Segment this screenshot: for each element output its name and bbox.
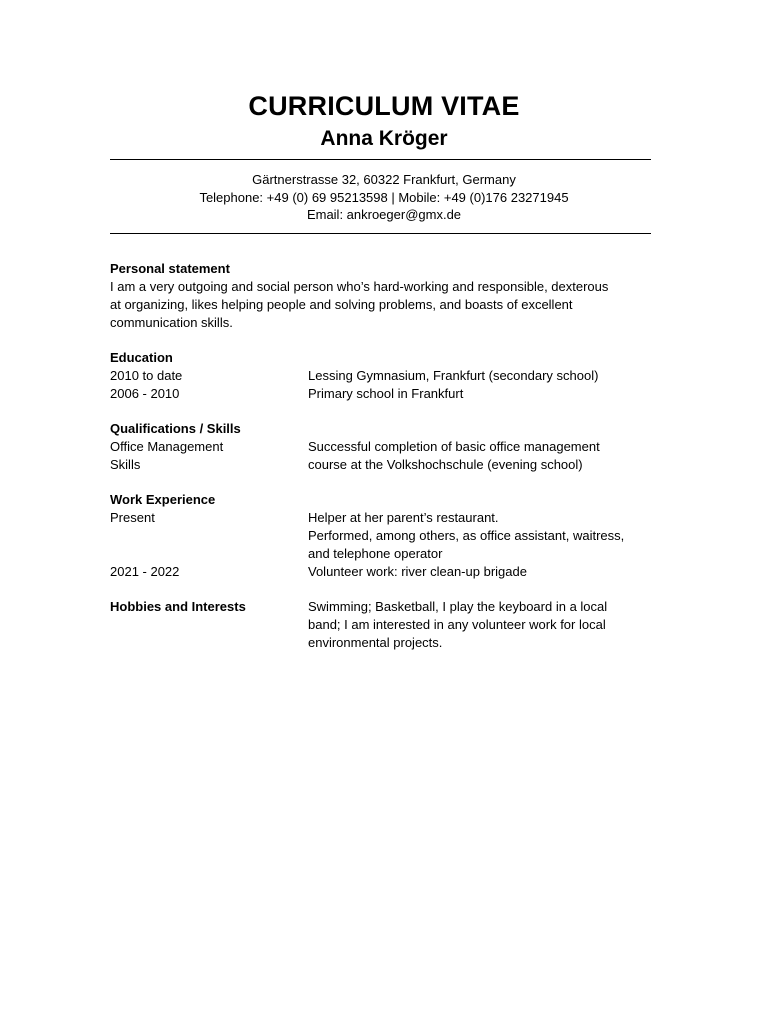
personal-statement-heading: Personal statement — [110, 261, 230, 276]
work-detail-line: Volunteer work: river clean-up brigade — [308, 564, 527, 579]
contact-email: Email: ankroeger@gmx.de — [306, 207, 462, 222]
personal-statement-text — [110, 278, 655, 332]
qualification-name-line: Skills — [110, 457, 141, 472]
education-period: 2006 - 2010 — [110, 386, 180, 401]
personal-statement-line: at organizing, likes helping people and solving problems, and boasts of excellent — [110, 297, 573, 312]
qualification-name — [110, 438, 308, 474]
work-detail-line: and telephone operator — [308, 546, 443, 561]
contact-address: Gärtnerstrasse 32, 60322 Frankfurt, Germany — [252, 172, 516, 187]
hobbies-row — [110, 598, 655, 652]
education-period: 2010 to date — [110, 368, 183, 383]
personal-statement-line: communication skills. — [110, 315, 233, 330]
qualifications-heading: Qualifications / Skills — [110, 421, 241, 436]
work-experience-section — [110, 491, 655, 581]
contact-telephone: Telephone: +49 (0) 69 95213598 | Mobile: +49 (0)176 23271945 — [199, 190, 569, 205]
education-row — [110, 385, 655, 403]
cv-body — [110, 260, 655, 669]
header-top-rule — [110, 159, 651, 160]
qualification-name-line: Office Management — [110, 439, 224, 454]
work-experience-row — [110, 509, 655, 563]
work-detail — [308, 563, 655, 581]
hobbies-heading: Hobbies and Interests — [110, 599, 246, 614]
personal-statement-line: I am a very outgoing and social person who’s hard-working and responsible, dexterous — [110, 279, 609, 294]
hobbies-detail — [308, 598, 655, 652]
work-period: 2021 - 2022 — [110, 564, 180, 579]
work-detail — [308, 509, 655, 563]
personal-statement-section — [110, 260, 655, 332]
work-experience-row — [110, 563, 655, 581]
education-heading: Education — [110, 350, 173, 365]
qualification-detail-line: course at the Volkshochschule (evening school) — [308, 457, 583, 472]
education-detail: Lessing Gymnasium, Frankfurt (secondary school) — [308, 368, 599, 383]
qualification-detail-line: Successful completion of basic office management — [308, 439, 600, 454]
education-section — [110, 349, 655, 403]
hobbies-line: Swimming; Basketball, I play the keyboard in a local — [308, 599, 608, 614]
education-detail: Primary school in Frankfurt — [308, 386, 464, 401]
qualification-detail — [308, 438, 655, 474]
header-bottom-rule — [110, 233, 651, 234]
work-detail-line: Helper at her parent’s restaurant. — [308, 510, 499, 525]
hobbies-line: band; I am interested in any volunteer work for local — [308, 617, 606, 632]
education-row — [110, 367, 655, 385]
hobbies-section — [110, 598, 655, 652]
qualifications-section — [110, 420, 655, 474]
document-title: CURRICULUM VITAE — [248, 91, 520, 121]
work-detail-line: Performed, among others, as office assistant, waitress, — [308, 528, 625, 543]
work-period: Present — [110, 510, 155, 525]
candidate-name: Anna Kröger — [320, 127, 448, 150]
work-experience-heading: Work Experience — [110, 492, 216, 507]
qualifications-row — [110, 438, 655, 474]
hobbies-line: environmental projects. — [308, 635, 443, 650]
